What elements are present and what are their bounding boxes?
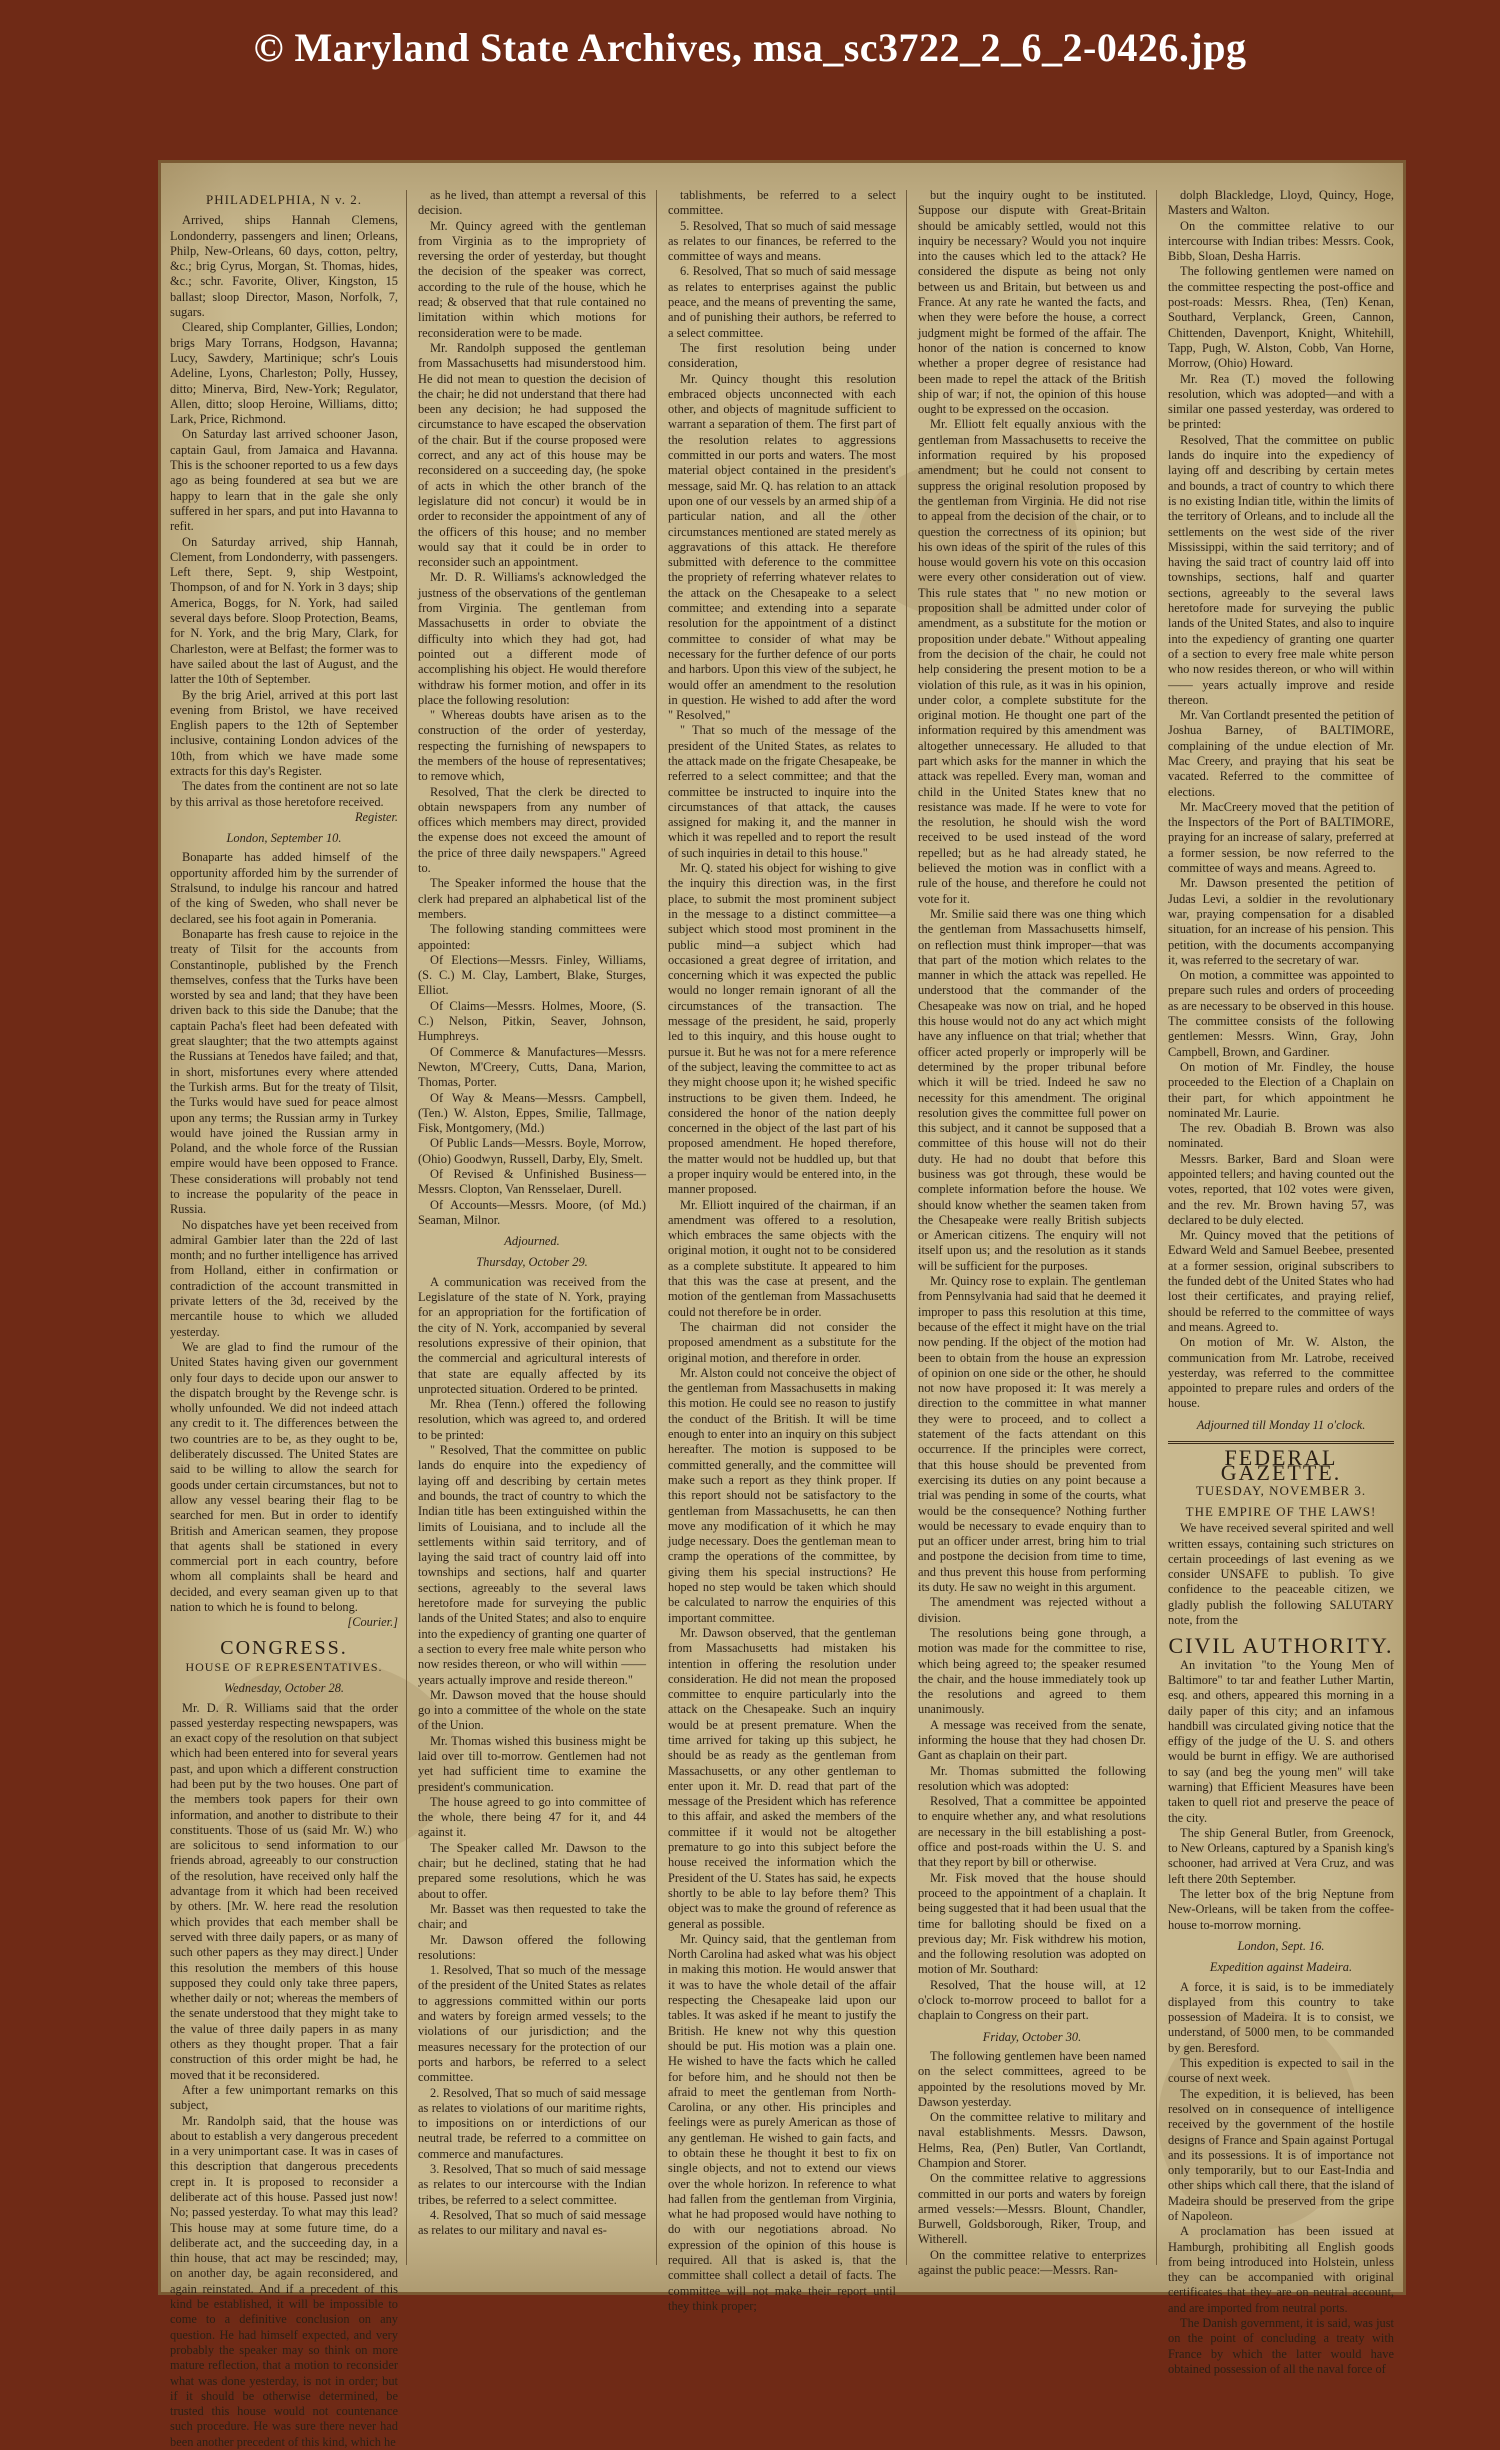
committee-entry: dolph Blackledge, Lloyd, Quincy, Hoge, Masters and Walton.: [1168, 188, 1394, 218]
article-paragraph: No dispatches have yet been received from admiral Gambier later than the 22d of last month; and no further intelligence has arrived from Holland, either in confirmation or contradiction of the account transmitted in private letters of the 3d, received by the mercantile house to which we alluded yesterday.: [170, 1217, 398, 1339]
article-paragraph: Mr. Quincy agreed with the gentleman from Virginia as to the impropriety of reversing the order of yesterday, but thought the decision of the speaker was correct, according to the rule of the house, which he read; & observed that that rule contained no limitation within which motions for reconsideration were to be made.: [418, 218, 646, 340]
article-paragraph: Mr. Dawson offered the following resolutions:: [418, 1932, 646, 1962]
masthead-date: TUESDAY, NOVEMBER 3.: [1195, 1482, 1367, 1498]
committee-entry: Of Public Lands—Messrs. Boyle, Morrow, (Ohio) Goodwyn, Russell, Darby, Ely, Smelt.: [418, 1136, 646, 1166]
article-paragraph: A force, it is said, is to be immediately displayed from this country to take possession of Madeira. It is to consist, we understand, of 5000 men, to be commanded by gen. Beresford.: [1168, 1979, 1394, 2055]
article-paragraph: Mr. MacCreery moved that the petition of the Inspectors of the Port of BALTIMORE, praying for an increase of salary, preferred at a former session, be now referred to the committee of ways and means. Agreed to.: [1168, 799, 1394, 876]
article-paragraph: The dates from the continent are not so late by this arrival as those heretofore received.: [170, 779, 398, 809]
committee-entry: Of Commerce & Manufactures—Messrs. Newton, M'Creery, Cutts, Dana, Marion, Thomas, Porter.: [418, 1044, 646, 1090]
article-paragraph: Bonaparte has fresh cause to rejoice in the treaty of Tilsit for the accounts from Constantinople, published by the French themselves, confess that the Turks have been worsted by sea and land; that they have been driven back to this side the Danube; that the captain Pacha's fleet had been defeated with great slaughter; that the two attempts against the Russians at Tenedos have failed; and that, in short, misfortunes every where attended the Turkish arms. But for the treaty of Tilsit, the Turks would have sued for peace almost upon any terms; the Russian army in Turkey would have joined the Russian army in Poland, and the whole force of the Russian empire would have been opposed to France. These considerations will probably not tend to increase the popularity of the peace in Russia.: [170, 926, 398, 1217]
section-heading-congress: CONGRESS.: [220, 1636, 348, 1659]
article-heading: Expedition against Madeira.: [1209, 1960, 1353, 1975]
article-paragraph: After a few unimportant remarks on this subject,: [170, 2082, 398, 2113]
adjourned-note: Adjourned.: [504, 1234, 560, 1249]
article-paragraph: A proclamation has been issued at Hamburgh, prohibiting all English goods from being introduced into Holstein, unless they can be accompanied with original certificates that they are on neutral account, and are imported from neutral ports.: [1168, 2224, 1394, 2315]
article-paragraph: Mr. Alston could not conceive the object of the gentleman from Massachusetts in making this motion. He could see no reason to justify the conduct of the British. It will be time enough to enter into an inquiry on this subject hereafter. The motion is supposed to be committed generally, and the committee will make such a report as they think proper. If this report should not be satisfactory to the gentleman from Massachusetts, he can then move any modification of it which he may judge necessary. Does the gentleman mean to cramp the operations of the committee, by giving them his special instructions? He hoped no step would be taken which should be calculated to narrow the enquiries of this important committee.: [668, 1365, 896, 1625]
source-credit: Register.: [354, 809, 398, 824]
article-paragraph: An invitation "to the Young Men of Baltimore" to tar and feather Luther Martin, esq. and others, appeared this morning in a daily paper of this city; and an infamous handbill was circulated giving notice that the effigy of the judge of the U. S. and others would be burnt in effigy. We are authorised to say (and beg the young men" will take warning) that Efficient Measures have been taken to quell riot and preserve the peace of the city.: [1168, 1657, 1394, 1825]
article-paragraph: The resolutions being gone through, a motion was made for the committee to rise, which being agreed to; the speaker resumed the chair, and the house immediately took up the resolutions and agreed to them unanimously.: [918, 1625, 1146, 1717]
committee-entry: On the committee relative to aggressions committed in our ports and waters by foreign armed vessels:—Messrs. Blount, Chandler, Burwell, Goldsborough, Riker, Troup, and Witherell.: [918, 2171, 1146, 2247]
committee-entry: Of Way & Means—Messrs. Campbell, (Ten.) W. Alston, Eppes, Smilie, Tallmage, Fisk, Montgomery, (Md.): [418, 1090, 646, 1136]
article-paragraph: This expedition is expected to sail in the course of next week.: [1168, 2056, 1394, 2086]
committee-entry: Of Revised & Unfinished Business—Messrs. Clopton, Van Rensselaer, Durell.: [418, 1167, 646, 1197]
article-paragraph: The ship General Butler, from Greenock, to New Orleans, captured by a Spanish king's schooner, had arrived at Vera Cruz, and was left there 20th September.: [1168, 1825, 1394, 1886]
column-1: [170, 188, 398, 2449]
article-paragraph: By the brig Ariel, arrived at this port last evening from Bristol, we have received English papers to the 12th of September inclusive, containing London advices of the 10th, from which we have made some extracts for this day's Register.: [170, 687, 398, 778]
column-2: [418, 188, 646, 2268]
article-paragraph: On motion of Mr. W. Alston, the communication from Mr. Latrobe, received yesterday, was referred to the committee appointed to prepare rules and orders of the house.: [1168, 1335, 1394, 1411]
masthead-title: FEDERAL GAZETTE.: [1220, 1445, 1342, 1486]
article-paragraph: On Saturday arrived, ship Hannah, Clement, from Londonderry, with passengers. Left there, Sept. 9, ship Westpoint, Thompson, of and for N. York in 3 days; ship America, Boggs, for N. York, had sailed several days before. Sloop Protection, Beams, for N. York, and the brig Mary, Clark, for Charleston, were at Belfast; the former was to have sailed about the last of August, and the latter the 10th of September.: [170, 534, 398, 687]
article-paragraph: Resolved, That the clerk be directed to obtain newspapers from any number of offices which members may direct, provided the expense does not exceed the amount of the price of three daily newspapers." Agreed to.: [418, 784, 646, 876]
article-paragraph: Bonaparte has added himself of the opportunity afforded him by the surrender of Stralsund, to indulge his rancour and hatred of the king of Sweden, who shall never be declared, see his foot again in Pomerania.: [170, 850, 398, 926]
article-paragraph: Mr. Thomas wished this business might be laid over till to-morrow. Gentlemen had not yet had sufficient time to examine the president's communication.: [418, 1733, 646, 1794]
committee-entry: The following gentlemen were named on the committee respecting the post-office and post-roads: Messrs. Rhea, (Ten) Kenan, Southard, Verplanck, Green, Cannon, Chittenden, Davenport, Knight, Whitehill, Tapp, Pugh, W. Alston, Cobb, Van Horne, Morrow, (Ohio) Howard.: [1168, 264, 1394, 371]
resolution-item: 1. Resolved, That so much of the message of the president of the United States as relates to aggressions committed within our ports and waters by foreign armed vessels; to the violations of our jurisdiction; and the measures necessary for the protection of our ports and harbors, be referred to a select committee.: [418, 1963, 646, 2085]
article-paragraph: Mr. D. R. Williams's acknowledged the justness of the observations of the gentleman from Virginia. The gentleman from Massachusetts in order to obviate the difficulty into which they had got, had pointed out a different mode of accomplishing his object. He would therefore withdraw his former motion, and offer in its place the following resolution:: [418, 570, 646, 707]
resolution-item: 3. Resolved, That so much of said message as relates to our intercourse with the Indian tribes, be referred to a select committee.: [418, 2162, 646, 2207]
article-paragraph: Mr. Randolph supposed the gentleman from Massachusetts had misunderstood him. He did not mean to question the decision of the chair; he did not understand that there had been any decision; he had supposed the circumstance to have escaped the observation of the chair. But if the course proposed were correct, and any act of this house may be reconsidered on a succeeding day, (he spoke of acts in which the other branch of the legislature did not concur) it would be in order to reconsider the appointment of any of the officers of this house; and no member would say that it could be in order to reconsider such an appointment.: [418, 340, 646, 570]
article-paragraph: A message was received from the senate, informing the house that they had chosen Dr. Gant as chaplain on their part.: [918, 1717, 1146, 1763]
article-paragraph: " Whereas doubts have arisen as to the construction of the order of yesterday, respecting the furnishing of newspapers to the members of the house of representatives; to remove which,: [418, 708, 646, 784]
article-paragraph: Mr. Elliott inquired of the chairman, if an amendment was offered to a resolution, which embraces the same objects with the original motion, it ought not to be considered as a complete substitute. It appeared to him that this was the case at present, and the motion of the gentleman from Massachusetts could not therefore be in order.: [668, 1197, 896, 1319]
dateline-philadelphia: PHILADELPHIA, N v. 2.: [206, 192, 362, 207]
article-paragraph: Mr. Randolph said, that the house was about to establish a very dangerous precedent in a very unimportant case. It was in cases of this description that dangerous precedents crept in. It is proposed to reconsider a deliberate act of this house. Passed just now! No; passed yesterday. To what may this lead? This house may at some future time, do a deliberate act, and the succeeding day, in a thin house, that act may be rescinded; may, on another day, be again reconsidered, and again reinstated. And if a precedent of this kind be established, it will be impossible to come to a definitive conclusion on any question. He had himself expected, and very probably the speaker may so think on more mature reflection, that a motion to reconsider what was done yesterday, is not in order; but if it should be otherwise determined, be trusted this house would not countenance such procedure. He was sure there never had been another precedent of this kind, which he: [170, 2113, 398, 2449]
article-paragraph: Mr. Van Cortlandt presented the petition of Joshua Barney, of BALTIMORE, complaining of the undue election of Mr. Mac Creery, and praying that his seat be vacated. Referred to the committee of elections.: [1168, 708, 1394, 799]
article-paragraph: Messrs. Barker, Bard and Sloan were appointed tellers; and having counted out the votes, reported, that 102 votes were given, and the rev. Mr. Brown having 57, was declared to be duly elected.: [1168, 1151, 1394, 1227]
article-paragraph: The chairman did not consider the proposed amendment as a substitute for the original motion, and therefore in order.: [668, 1319, 896, 1365]
dateline-london: London, September 10.: [226, 831, 342, 846]
column-5: [1168, 188, 1394, 2376]
subheading-house: HOUSE OF REPRESENTATIVES.: [185, 1659, 383, 1674]
column-divider: [906, 190, 907, 2265]
article-paragraph: Mr. Rhea (Tenn.) offered the following resolution, which was agreed to, and ordered to be printed:: [418, 1397, 646, 1442]
resolution-item: 6. Resolved, That so much of said message as relates to enterprises against the public peace, and the means of preventing the same, and of punishing their authors, be referred to a select committee.: [668, 264, 896, 340]
article-paragraph: as he lived, than attempt a reversal of this decision.: [418, 188, 646, 218]
archive-watermark: © Maryland State Archives, msa_sc3722_2_6_2-0426.jpg: [253, 25, 1247, 70]
resolution-item: Resolved, That a committee be appointed to enquire whether any, and what resolutions are necessary in the bill establishing a post-office and post-roads within the U. S. and that they report by bill or otherwise.: [918, 1794, 1146, 1870]
resolution-item: tablishments, be referred to a select committee.: [668, 188, 896, 218]
article-paragraph: The Danish government, it is said, was just on the point of concluding a treaty with France by which the latter would have obtained possession of all the naval force of: [1168, 2316, 1394, 2376]
source-credit: [Courier.]: [347, 1615, 398, 1630]
article-paragraph: The house agreed to go into committee of the whole, there being 47 for it, and 44 against it.: [418, 1794, 646, 1840]
article-paragraph: We are glad to find the rumour of the United States having given our government only four days to decide upon our answer to the dispatch brought by the Revenge schr. is wholly unfounded. We did not indeed attach any credit to it. The differences between the two countries are to be, as they ought to be, deliberately discussed. The United States are said to be willing to allow the search for goods under certain circumstances, but not to allow any vessel bearing their flag to be searched for men. But in order to identify British and American seamen, they propose that agents shall be stationed in every commercial port in each country, before whom all complaints shall be heard and decided, and every seaman given up to that nation to which he is found to belong.: [170, 1339, 398, 1615]
article-paragraph: Mr. Quincy thought this resolution embraced objects unconnected with each other, and objects of magnitude sufficient to warrant a separation of them. The first part of the resolution relates to aggressions committed in our ports and waters. The most material object contained in the president's message, said Mr. Q. has relation to an attack upon one of our vessels by an armed ship of a particular nation, and all the other circumstances mentioned are stated merely as aggravations of this attack. He therefore submitted with deference to the committee the propriety of referring whatever relates to the attack on the Chesapeake to a select committee; and extending into a separate resolution for the appointment of a distinct committee to consider of what may be necessary for the further defence of our ports and harbors. Upon this view of the subject, he would offer an amendment to the resolution in question. He wished to add after the word " Resolved,": [668, 371, 896, 723]
session-date: Friday, October 30.: [982, 2029, 1082, 2044]
article-paragraph: The rev. Obadiah B. Brown was also nominated.: [1168, 1121, 1394, 1151]
article-paragraph: The expedition, it is believed, has been resolved on in consequence of intelligence received by the government of the hostile designs of France and Spain against Portugal and its possessions. It is of importance not only temporarily, but to our East-India and other ships which call there, that the island of Madeira should be preserved from the gripe of Napoleon.: [1168, 2086, 1394, 2223]
article-paragraph: Mr. Dawson moved that the house should go into a committee of the whole on the state of the Union.: [418, 1687, 646, 1733]
adjourned-note: Adjourned till Monday 11 o'clock.: [1196, 1417, 1366, 1432]
editorial-heading: THE EMPIRE OF THE LAWS!: [1185, 1503, 1377, 1519]
committee-entry: On the committee relative to our intercourse with Indian tribes: Messrs. Cook, Bibb, Sloan, Desha Harris.: [1168, 218, 1394, 264]
article-paragraph: Mr. Fisk moved that the house should proceed to the appointment of a chaplain. It being suggested that it had been usual that the time for balloting should be fixed on a previous day; Mr. Fisk withdrew his motion, and the following resolution was adopted on motion of Mr. Southard:: [918, 1870, 1146, 1977]
column-divider: [406, 190, 407, 2265]
session-date: Thursday, October 29.: [476, 1255, 588, 1270]
article-paragraph: Arrived, ships Hannah Clemens, Londonderry, passengers and linen; Orleans, Philp, New-Orleans, 60 days, cotton, peltry, &c.; brig Cyrus, Morgan, St. Thomas, hides, &c.; schr. Favorite, Oliver, Kingston, 15 ballast; sloop Director, Mason, Norfolk, 7, sugars.: [170, 213, 398, 320]
masthead-rule: [1168, 1441, 1394, 1444]
article-paragraph: The following standing committees were appointed:: [418, 922, 646, 952]
committee-entry: On the committee relative to military and naval establishments. Messrs. Dawson, Helms, Rea, (Pen) Butler, Van Cortlandt, Champion and Storer.: [918, 2110, 1146, 2170]
article-paragraph: The following gentlemen have been named on the select committees, agreed to be appointed by the resolutions moved by Mr. Dawson yesterday.: [918, 2048, 1146, 2109]
article-paragraph: Mr. Elliott felt equally anxious with the gentleman from Massachusetts to receive the information required by his proposed amendment; but he could not consent to suppress the original resolution proposed by the gentleman from Virginia. He did not rise to appeal from the decision of the chair, or to question the correctness of its opinion; but his own ideas of the spirit of the rules of this house would govern his vote on this occasion were every other consideration out of view. This rule states that " no new motion or proposition shall be admitted under color of amendment, as a substitute for the motion or proposition under debate." Without appealing from the decision of the chair, he could not help considering the present motion to be a violation of this rule, as it was in his opinion, under color, a complete substitute for the original motion. He thought one part of the information required by this amendment was altogether unnecessary. He alluded to that part which asks for the manner in which the attack was repelled. Every man, woman and child in the United States knew that no resistance was made. If he were to vote for the resolution, he should wish the word received to be used instead of the word repelled; but as he had already stated, he believed the motion was in conflict with a rule of the house, and therefore he could not vote for it.: [918, 417, 1146, 906]
article-paragraph: Mr. D. R. Williams said that the order passed yesterday respecting newspapers, was an exact copy of the resolution on that subject which had been entered into for several years past, and upon which a different construction had been put by the two houses. One part of the members took papers for their own information, and another to distribute to their constituents. Those of us (said Mr. W.) who are solicitous to send information to our friends abroad, agreeably to our construction of the resolution, have received only half the advantage from it which had been received by others. [Mr. W. here read the resolution which provides that each member shall be served with three daily papers, or as many of such other papers as they may direct.] Under this resolution the members of this house supposed they could only take three papers, whether daily or not; whereas the members of the senate understood that they might take to the value of three daily papers in as many others as they thought proper. That a fair construction of this order might be had, he moved that it be reconsidered.: [170, 1700, 398, 2082]
resolution-item: Resolved, That the house will, at 12 o'clock to-morrow proceed to ballot for a chaplain to Congress on their part.: [918, 1977, 1146, 2023]
article-paragraph: Mr. Smilie said there was one thing which the gentleman from Massachusetts himself, on reflection must think improper—that was that part of the motion which relates to the manner in which the attack was repelled. He understood that the commander of the Chesapeake was now on trial, and he hoped this house would not do any act which might have any influence on that trial; whether that officer acted properly or improperly will be determined by the proper tribunal before which it will be tried. Indeed he saw no necessity for this amendment. The original resolution gives the committee full power on this subject, and it cannot be supposed that a committee of this house will not do their duty. He had no doubt that before this business was got through, these would be complete information before the house. We should know whether the seamen taken from the Chesapeake were really British subjects or American citizens. The enquiry will not itself upon us; and the resolution as it stands will be sufficient for the purposes.: [918, 906, 1146, 1273]
article-paragraph: but the inquiry ought to be instituted. Suppose our dispute with Great-Britain should be amicably settled, would not this inquiry be necessary? Would you not inquire into the causes which led to the attack? He considered the dispute as being not only between us and Britain, but between us and France. At any rate he wanted the facts, and when they were before the house, a correct judgment might be formed of the affair. The honor of the nation is concerned to know whether a proper degree of resistance had been made to repel the attack of the British ship of war; if not, the opinion of this house ought to be expressed on the occasion.: [918, 188, 1146, 417]
resolution-item: 2. Resolved, That so much of said message as relates to violations of our maritime rights, to impositions on or interdictions of our neutral trade, be referred to a committee on commerce and manufactures.: [418, 2085, 646, 2161]
article-paragraph: A communication was received from the Legislature of the state of N. York, praying for an appropriation for the fortification of the city of N. York, accompanied by several resolutions expressive of their opinion, that the commercial and agricultural interests of that state are equally affected by its unprotected situation. Ordered to be printed.: [418, 1274, 646, 1396]
article-paragraph: The letter box of the brig Neptune from New-Orleans, will be taken from the coffee-house to-morrow morning.: [1168, 1887, 1394, 1932]
notice-heading: CIVIL AUTHORITY.: [1168, 1633, 1394, 1659]
session-date: Wednesday, October 28.: [224, 1681, 344, 1696]
article-paragraph: The amendment was rejected without a division.: [918, 1595, 1146, 1625]
column-divider: [656, 190, 657, 2265]
article-paragraph: Mr. Dawson presented the petition of Judas Levi, a soldier in the revolutionary war, praying compensation for a disabled situation, for an increase of his pension. This petition, with the documents accompanying it, was referred to the secretary of war.: [1168, 876, 1394, 967]
newspaper-page: [158, 160, 1406, 2449]
article-paragraph: On motion, a committee was appointed to prepare such rules and orders of proceeding as are necessary to be observed in this house. The committee consists of the following gentlemen: Messrs. Winn, Gray, John Campbell, Brown, and Gardiner.: [1168, 968, 1394, 1059]
article-paragraph: The Speaker informed the house that the clerk had prepared an alphabetical list of the members.: [418, 876, 646, 921]
resolution-item: Resolved, That the committee on public lands do inquire into the expediency of laying off and describing by certain metes and bounds, a tract of country to which there is no existing Indian title, within the limits of the territory of Orleans, and to include all the settlements on the west side of the river Mississippi, within the said territory; and of having the said tract of country laid off into townships, sections, half and quarter sections, agreeably to the several laws heretofore made for surveying the public lands of the United States, and also to inquire into the expediency of granting one quarter of a section to every free male white person who now resides thereon, or who will within —— years actually improve and reside thereon.: [1168, 432, 1394, 707]
article-paragraph: The Speaker called Mr. Dawson to the chair; but he declined, stating that he had prepared some resolutions, which he was about to offer.: [418, 1840, 646, 1901]
resolution-item: 4. Resolved, That so much of said message as relates to our military and naval es-: [418, 2207, 646, 2238]
article-paragraph: " That so much of the message of the president of the United States, as relates to the attack made on the frigate Chesapeake, be referred to a select committee; and that the committee be instructed to inquire into the circumstances of that attack, the causes assigned for making it, and the manner in which it was repelled and to report the result of such inquiries in detail to this house.": [668, 723, 896, 860]
column-3: [668, 188, 896, 2313]
article-paragraph: Cleared, ship Complanter, Gillies, London; brigs Mary Torrans, Hodgson, Havanna; Lucy, Sawdery, Martinique; schr's Louis Adeline, Lyons, Charleston; Polly, Hussey, ditto; Minerva, Bird, New-York; Regulator, Allen, ditto; sloop Heroine, Williams, ditto; Lark, Price, Richmond.: [170, 320, 398, 427]
article-paragraph: Mr. Quincy rose to explain. The gentleman from Pennsylvania had said that he deemed it improper to pass this resolution at this time, because of the effect it might have on the trial now pending. If the object of the motion had been to obtain from the house an expression of opinion on one side or the other, he should not now have proposed it: It was merely a direction to the committee in what manner they were to proceed, and to collect a statement of the facts attendant on this occurrence. If the principles were correct, that this house should be prevented from exercising its duties on any point because a trial was pending in some of the courts, what would be the consequence? Nothing further would be necessary to evade enquiry than to put an officer under arrest, bring him to trial and postpone the decision from time to time, and thus prevent this house from performing its duty. He saw no weight in this argument.: [918, 1274, 1146, 1595]
dateline-london: London, Sept. 16.: [1237, 1938, 1325, 1953]
committee-entry: On the committee relative to enterprizes against the public peace:—Messrs. Ran-: [918, 2247, 1146, 2278]
article-paragraph: Mr. Quincy moved that the petitions of Edward Weld and Samuel Beebee, presented at a former session, original subscribers to the funded debt of the United States who had lost their certificates, and praying relief, should be referred to the committee of ways and means. Agreed to.: [1168, 1228, 1394, 1334]
article-paragraph: Mr. Thomas submitted the following resolution which was adopted:: [918, 1763, 1146, 1793]
article-paragraph: Mr. Quincy said, that the gentleman from North Carolina had asked what was his object in making this motion. He would answer that it was to have the whole detail of the affair respecting the Chesapeake laid upon our tables. It was asked if he meant to justify the British. He knew not why this question should be put. His motion was a plain one. He wished to have the facts which he called for before him, and he should not then be afraid to meet the gentleman from North-Carolina, or any other. His principles and feelings were as purely American as those of any gentleman. He wished to gain facts, and to obtain these he thought it best to fix on single objects, and not to extend our views over the whole horizon. In reference to what had fallen from the gentleman from Virginia, what he had proposed would have nothing to do with our negotiations abroad. No expression of the opinion of this house is required. All that is asked is, that the committee shall collect a detail of facts. The committee will not make their report until they think proper;: [668, 1931, 896, 2313]
article-paragraph: Mr. Dawson observed, that the gentleman from Massachusetts had mistaken his intention in offering the resolution under consideration. He did not mean the proposed committee to enquire particularly into the attack on the Chesapeake. Such an inquiry would be at present premature. When the time arrived for taking up this subject, he should be as ready as the gentleman from Massachusetts, or any other gentleman to enter upon it. Mr. D. read that part of the message of the President which has reference to this affair, and asked the members of the committee if it would not be altogether premature to go into this subject before the house received the information which the President of the U. States has said, he expects shortly to be able to lay before them? This object was to make the ground of reference as general as possible.: [668, 1625, 896, 1931]
article-paragraph: On motion of Mr. Findley, the house proceeded to the Election of a Chaplain on their part, for which appointment he nominated Mr. Laurie.: [1168, 1059, 1394, 1120]
resolution-item: 5. Resolved, That so much of said message as relates to our finances, be referred to the committee of ways and means.: [668, 218, 896, 264]
committee-entry: Of Claims—Messrs. Holmes, Moore, (S. C.) Nelson, Pitkin, Seaver, Johnson, Humphreys.: [418, 998, 646, 1044]
article-paragraph: Mr. Basset was then requested to take the chair; and: [418, 1901, 646, 1932]
article-paragraph: On Saturday last arrived schooner Jason, captain Gaul, from Jamaica and Havanna. This is the schooner reported to us a few days ago as being foundered at sea but we are happy to learn that in the gale she only suffered in her spars, and put into Havanna to refit.: [170, 427, 398, 534]
article-paragraph: " Resolved, That the committee on public lands do enquire into the expediency of laying off and describing by certain metes and bounds, the tract of country to which the Indian title has been extinguished within the limits of Louisiana, and to include all the settlements within said territory, and of laying the said tract of country laid off into townships and sections, half and quarter sections, agreeably to the several laws heretofore made for surveying the public lands of the United States; and also to enquire into the expediency of granting one quarter of a section to every free male white person who now resides thereon, or who will within —— years actually improve and reside thereon.": [418, 1443, 646, 1687]
article-paragraph: We have received several spirited and well written essays, containing such strictures on certain proceedings of last evening as we consider UNSAFE to publish. To give confidence to the peaceable citizen, we gladly publish the following SALUTARY note, from the: [1168, 1521, 1394, 1628]
committee-entry: Of Elections—Messrs. Finley, Williams, (S. C.) M. Clay, Lambert, Blake, Sturges, Elliot.: [418, 952, 646, 998]
column-divider: [1156, 190, 1157, 2265]
committee-entry: Of Accounts—Messrs. Moore, (of Md.) Seaman, Milnor.: [418, 1197, 646, 1227]
article-paragraph: The first resolution being under consideration,: [668, 340, 896, 371]
article-paragraph: Mr. Rea (T.) moved the following resolution, which was adopted—and with a similar one passed yesterday, was ordered to be printed:: [1168, 371, 1394, 432]
article-paragraph: Mr. Q. stated his object for wishing to give the inquiry this direction was, in the first place, to submit the most prominent subject in the message to a distinct committee—a subject which stood most prominent in the public mind—a subject which had occasioned a great degree of irritation, and concerning which it was expected the public would no longer remain ignorant of all the circumstances of the transaction. The message of the president, he said, properly led to this inquiry, and this house ought to pursue it. But he was not for a mere reference of the subject, leaving the committee to act as they might choose upon it; he wished specific instructions to be given them. Indeed, he considered the honor of the nation deeply concerned in the object of the last part of his proposed amendment. He hoped therefore, the matter would not be huddled up, but that a proper inquiry would be entered into, in the manner proposed.: [668, 861, 896, 1197]
column-4: [918, 188, 1146, 2278]
